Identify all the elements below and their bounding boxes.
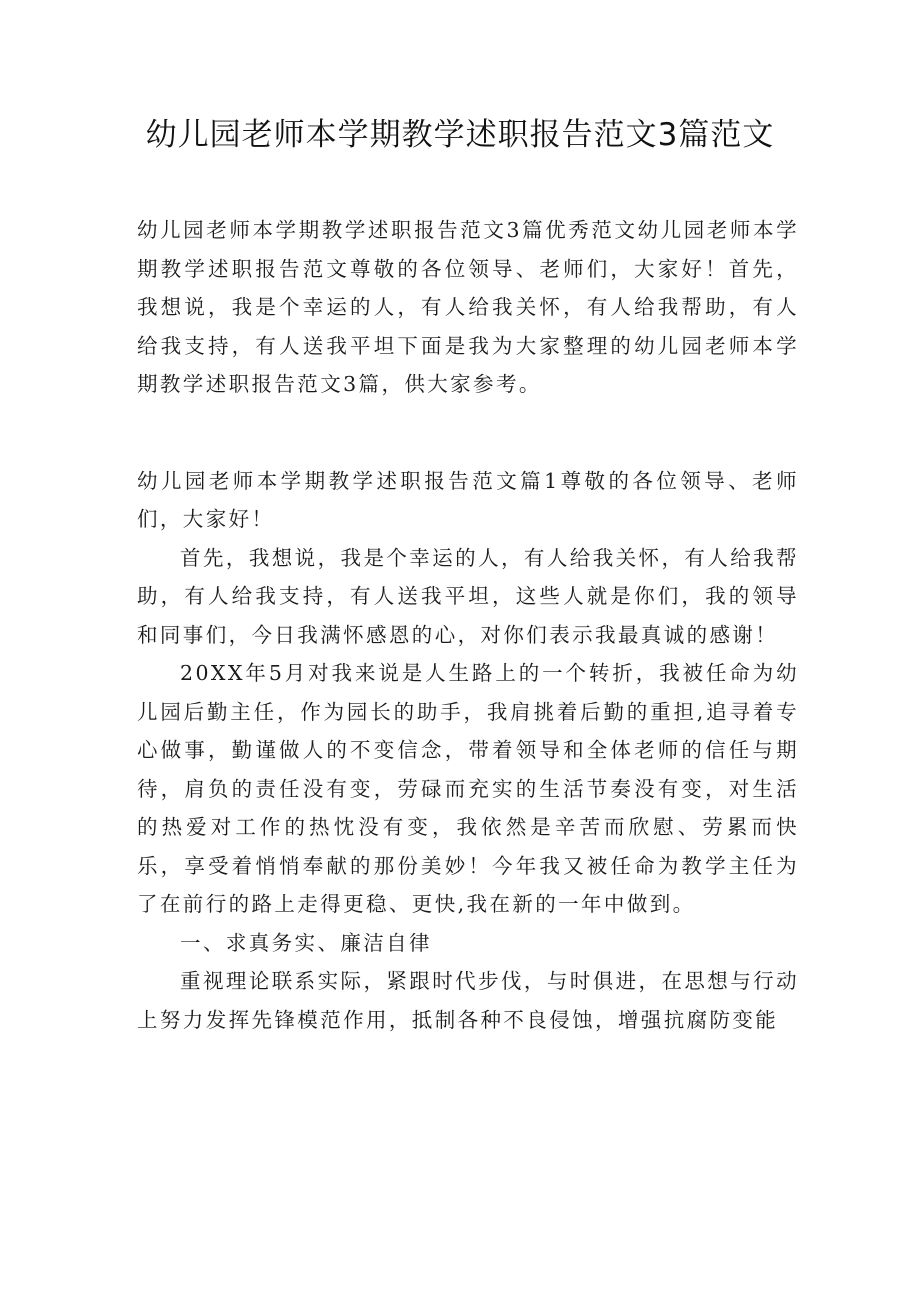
document-title: 幼儿园老师本学期教学述职报告范文3篇范文 (145, 117, 775, 153)
career-paragraph: 20XX年5月对我来说是人生路上的一个转折，我被任命为幼儿园后勤主任，作为园长的助手，我肩挑着后勤的重担,追寻着专心做事，勤谨做人的不变信念，带着领导和全体老师的信任与期待，肩负的责任没有变，劳碌而充实的生活节奏没有变，对生活的热爱对工作的热忱没有变，我依然是辛苦而欣慰、劳累而快乐，享受着悄悄奉献的那份美妙！今年我又被任命为教学主任为了在前行的路上走得更稳、更快,我在新的一年中做到。 (137, 661, 799, 916)
section-heading-paragraph: 幼儿园老师本学期教学述职报告范文篇1尊敬的各位领导、老师们，大家好！ (137, 468, 799, 531)
thanks-paragraph: 首先，我想说，我是个幸运的人，有人给我关怀，有人给我帮助，有人给我支持，有人送我平坦，这些人就是你们，我的领导和同事们，今日我满怀感恩的心，对你们表示我最真诚的感谢！ (137, 545, 799, 647)
intro-paragraph: 幼儿园老师本学期教学述职报告范文3篇优秀范文幼儿园老师本学期教学述职报告范文尊敬的各位领导、老师们，大家好！首先，我想说，我是个幸运的人，有人给我关怀，有人给我帮助，有人给我支持，有人送我平坦下面是我为大家整理的幼儿园老师本学期教学述职报告范文3篇，供大家参考。 (137, 218, 799, 396)
theory-paragraph: 重视理论联系实际，紧跟时代步伐，与时俱进，在思想与行动上努力发挥先锋模范作用，抵制各种不良侵蚀，增强抗腐防变能 (137, 969, 799, 1032)
subheading-1: 一、求真务实、廉洁自律 (180, 930, 432, 955)
paragraph-gap (137, 404, 799, 462)
document-body (137, 211, 799, 1039)
